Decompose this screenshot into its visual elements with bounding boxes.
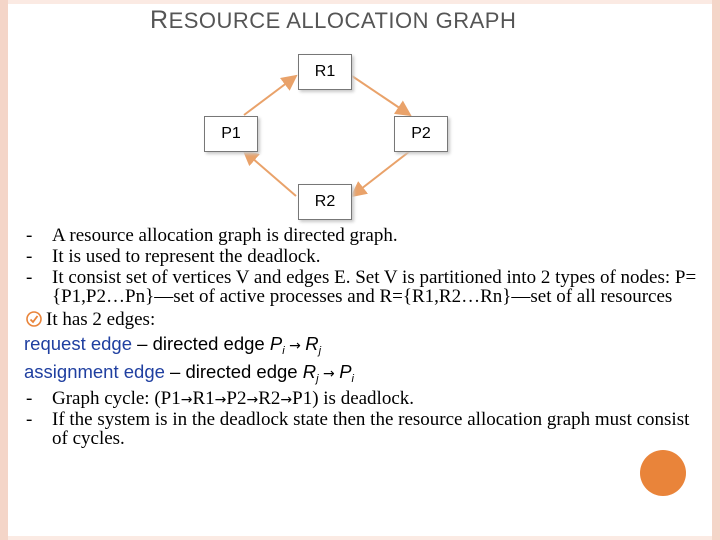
edge-p2-to-r2 — [352, 151, 410, 196]
symbol-r: R — [305, 333, 319, 354]
node-r2: R2 — [298, 184, 352, 220]
edge-r1-to-p2 — [352, 76, 410, 115]
bullet-text: It consist set of vertices V and edges E. Set V is partitioned into 2 types of nodes: P={P1,P2…Pn}—set of active processes and R={R1,R2…Rn}—set of all resources — [52, 267, 697, 307]
bullet-text: If the system is in the deadlock state then the resource allocation graph must consist of cycles. — [52, 409, 690, 449]
arrow-glyph: → — [318, 366, 340, 382]
bullet-item — [26, 226, 706, 245]
checkmark-icon — [26, 311, 42, 327]
bullet-text: A resource allocation graph is directed graph. — [52, 225, 398, 246]
node-p2: P2 — [394, 116, 448, 152]
cycle-node: R2 — [258, 388, 281, 409]
dash-bullet: - — [26, 267, 33, 288]
edge-r2-to-p1 — [244, 151, 296, 196]
assignment-edge-line — [24, 363, 706, 385]
title-rest: ESOURCE ALLOCATION GRAPH — [168, 8, 517, 33]
subscript-i: i — [282, 345, 285, 357]
cycle-text-end: P1) is deadlock. — [292, 388, 415, 409]
cycle-node: P2 — [226, 388, 247, 409]
node-r1: R1 — [298, 54, 352, 90]
assignment-edge-term: assignment edge — [24, 361, 165, 382]
slide-content — [26, 226, 706, 450]
request-edge-term: request edge — [24, 333, 133, 354]
bullet-item — [26, 268, 706, 306]
cycle-text-start: Graph cycle: (P1 — [52, 388, 181, 409]
subscript-i: i — [351, 373, 354, 385]
check-bullet-item — [26, 310, 706, 329]
bullet-item — [26, 247, 706, 266]
bullet-item — [26, 389, 706, 408]
cycle-node: R1 — [192, 388, 215, 409]
subscript-j: j — [316, 373, 319, 385]
check-bullet-text: It has 2 edges: — [46, 309, 156, 330]
arrow-icon: → — [280, 392, 293, 408]
request-edge-desc: – directed edge — [132, 333, 270, 354]
arrow-icon: → — [180, 392, 193, 408]
decorative-orange-circle — [640, 450, 686, 496]
bullet-item — [26, 410, 706, 448]
symbol-r: R — [302, 361, 317, 382]
request-edge-line — [24, 335, 706, 357]
subscript-j: j — [318, 345, 322, 357]
dash-bullet: - — [26, 388, 33, 409]
dash-bullet: - — [26, 246, 33, 267]
assignment-edge-desc: – directed edge — [164, 361, 303, 382]
graph-cycle-text — [52, 389, 706, 408]
symbol-p: P — [339, 361, 352, 382]
arrow-icon: → — [246, 392, 259, 408]
node-p1: P1 — [204, 116, 258, 152]
edge-p1-to-r1 — [244, 76, 296, 115]
arrow-icon: → — [214, 392, 227, 408]
bullet-text: It is used to represent the deadlock. — [52, 246, 321, 267]
arrow-glyph: → — [284, 338, 306, 354]
dash-bullet: - — [26, 409, 33, 430]
dash-bullet: - — [26, 225, 33, 246]
symbol-p: P — [269, 333, 283, 354]
title-initial: R — [150, 6, 169, 34]
